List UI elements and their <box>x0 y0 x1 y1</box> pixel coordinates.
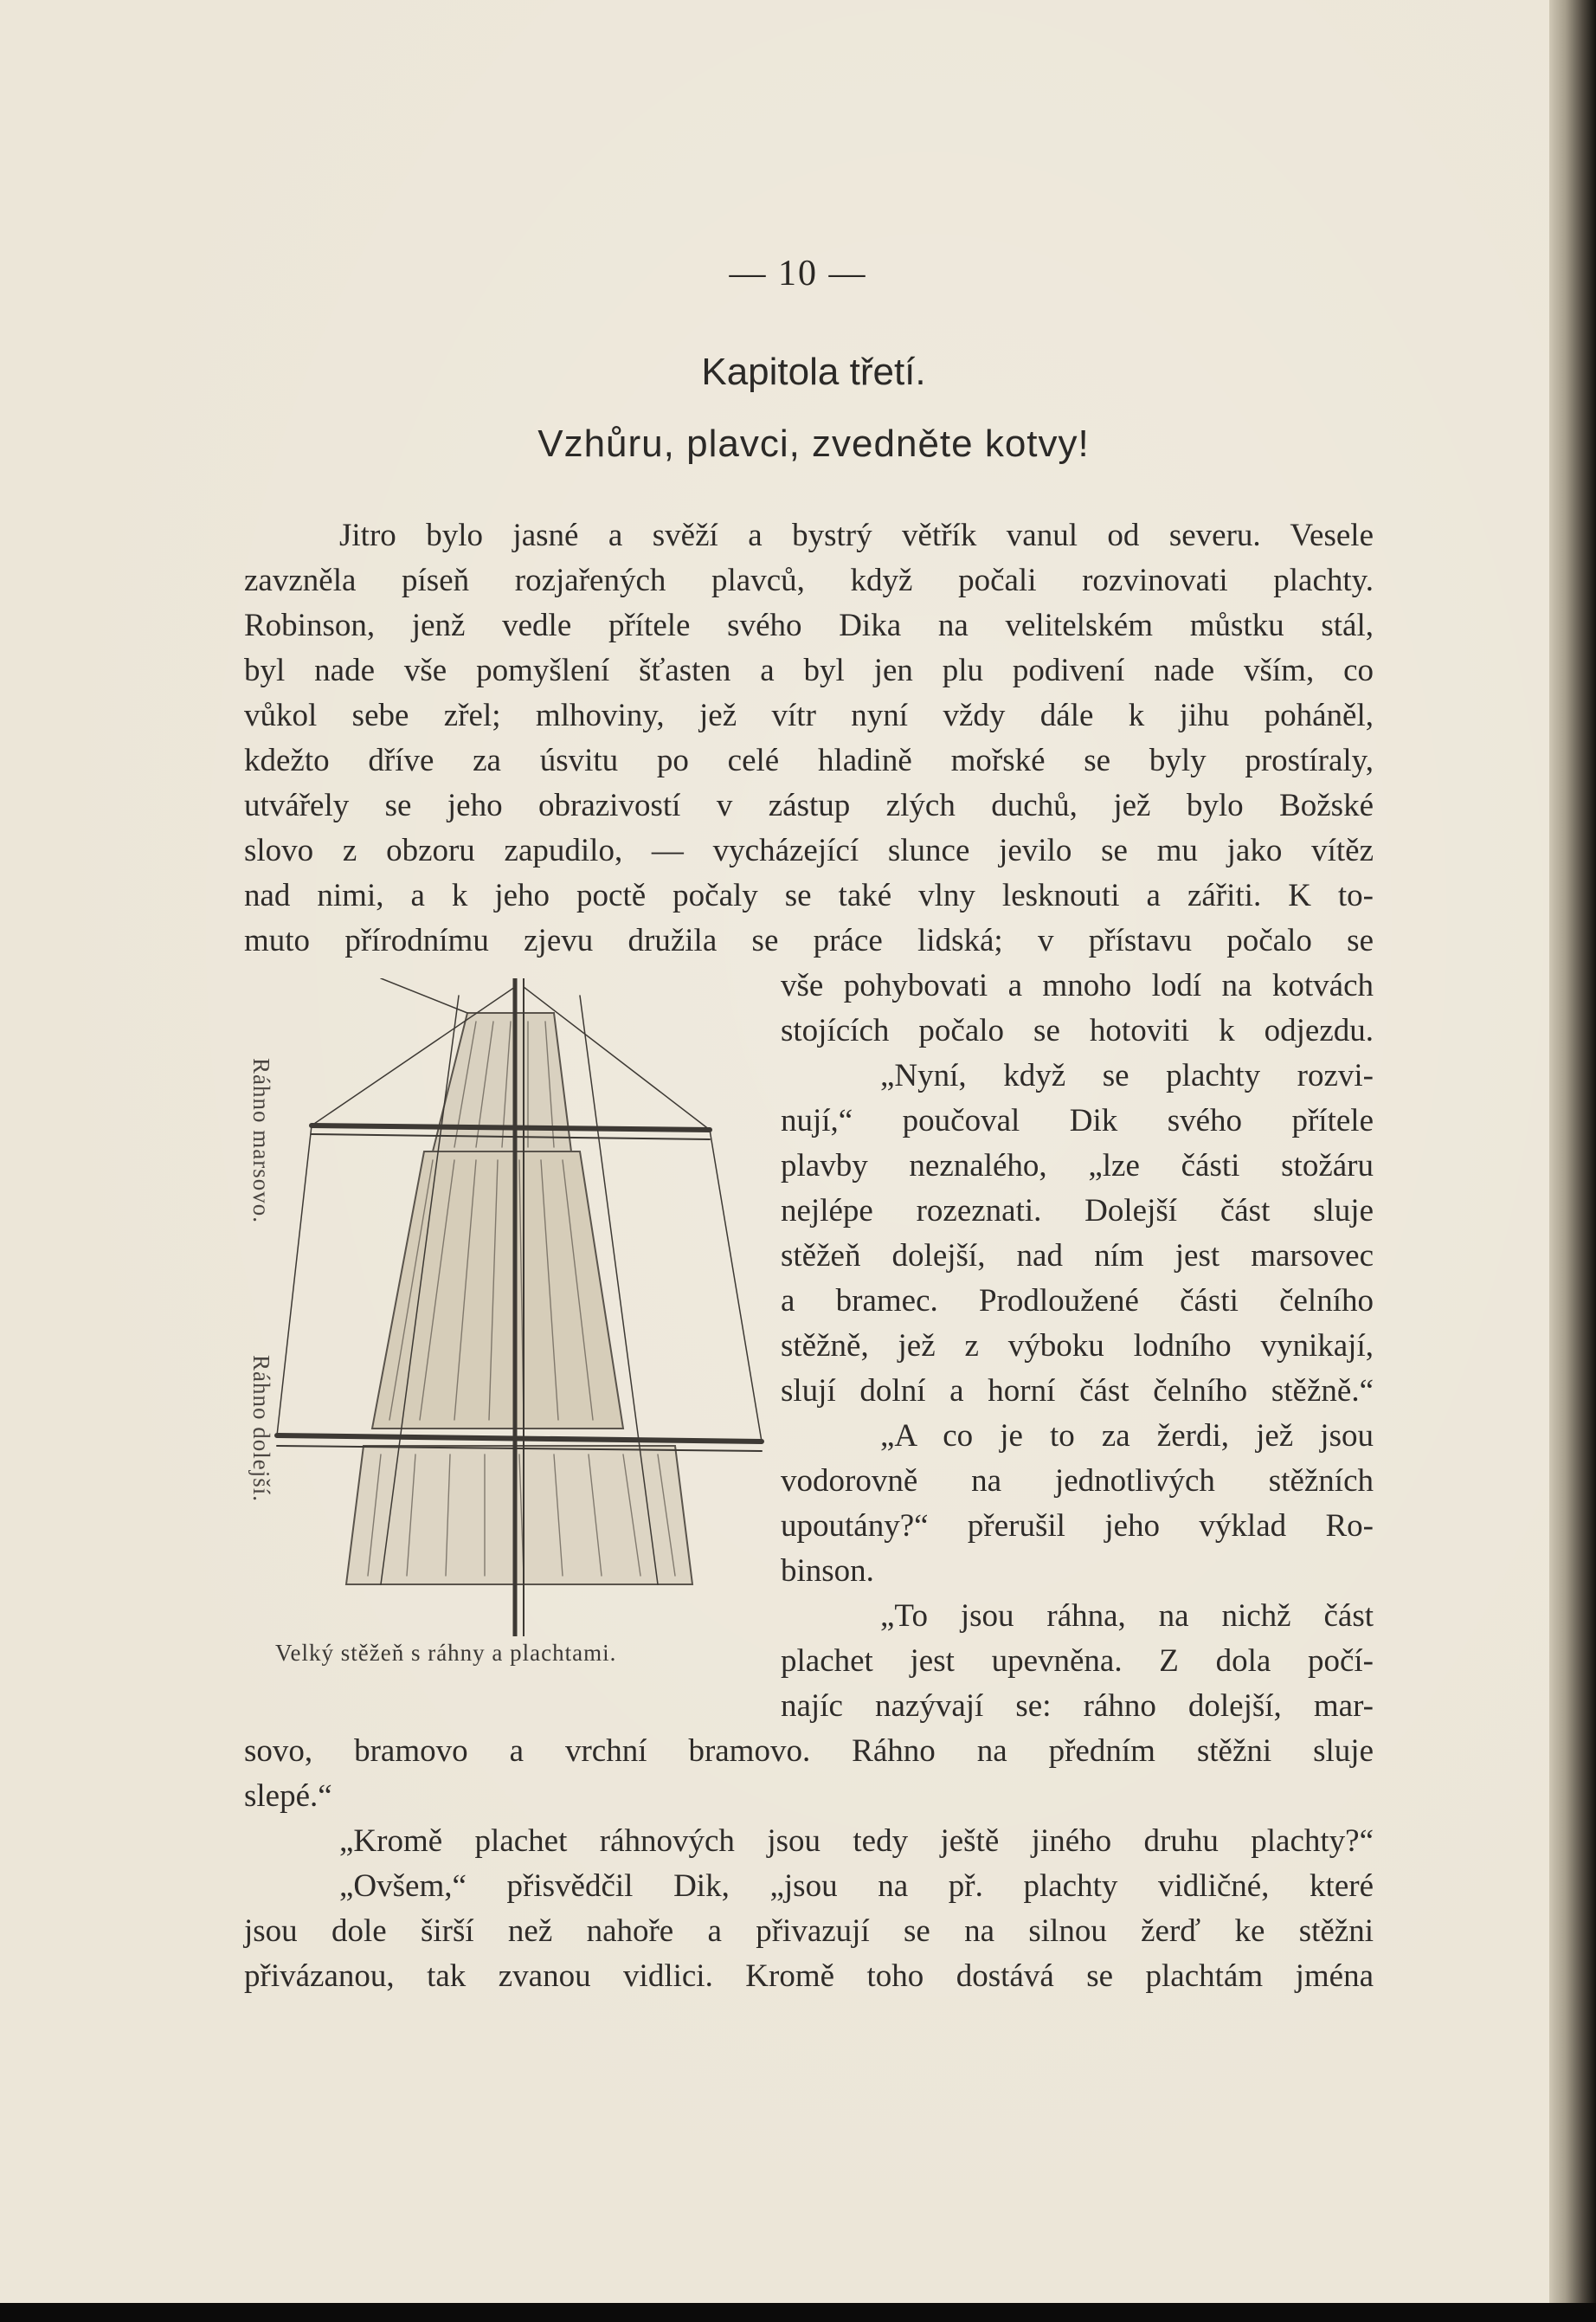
text-line: kdežto dříve za úsvitu po celé hladině mořské se byly prostíraly, <box>244 743 1374 778</box>
text-line: stěžeň dolejší, nad ním jest marsovec <box>781 1238 1374 1274</box>
text-line: sovo, bramovo a vrchní bramovo. Ráhno na předním stěžni sluje <box>244 1733 1374 1769</box>
text-line: přivázanou, tak zvanou vidlici. Kromě toho dostává se plachtám jména <box>244 1958 1374 1994</box>
text-line: „A co je to za žerdi, jež jsou <box>880 1418 1374 1454</box>
text-line: nad nimi, a k jeho poctě počaly se také vlny lesknouti a zářiti. K to- <box>244 878 1374 913</box>
text-line: nují,“ poučoval Dik svého přítele <box>781 1103 1374 1138</box>
label-lower-yard: Ráhno dolejší. <box>248 1355 274 1502</box>
text-line: byl nade vše pomyšlení šťasten a byl jen plu podivení nade vším, co <box>244 653 1374 688</box>
figure-caption: Velký stěžeň s ráhny a plachtami. <box>275 1640 617 1666</box>
text-line: stěžně, jež z výboku lodního vynikají, <box>781 1328 1374 1364</box>
text-line: „Kromě plachet ráhnových jsou tedy ještě jiného druhu plachty?“ <box>339 1823 1374 1859</box>
mast-illustration <box>260 978 779 1636</box>
text-line: „Ovšem,“ přisvědčil Dik, „jsou na př. plachty vidličné, které <box>339 1868 1374 1904</box>
text-line: plavby neznalého, „lze části stožáru <box>781 1148 1374 1184</box>
text-line: Jitro bylo jasné a svěží a bystrý větřík vanul od severu. Vesele <box>339 518 1374 553</box>
text-line: vše pohybovati a mnoho lodí na kotvách <box>781 968 1374 1003</box>
label-upper-yard: Ráhno marsovo. <box>248 1058 274 1223</box>
text-line: upoutány?“ přerušil jeho výklad Ro- <box>781 1508 1374 1544</box>
text-line: binson. <box>781 1553 874 1589</box>
text-line: stojících počalo se hotoviti k odjezdu. <box>781 1013 1374 1048</box>
text-line: slovo z obzoru zapudilo, — vycházející slunce jevilo se mu jako vítěz <box>244 833 1374 868</box>
text-line: nejlépe rozeznati. Dolejší část sluje <box>781 1193 1374 1229</box>
text-line: vůkol sebe zřel; mlhoviny, jež vítr nyní vždy dále k jihu poháněl, <box>244 698 1374 733</box>
page-number: — 10 — <box>729 254 867 293</box>
chapter-title: Vzhůru, plavci, zvedněte kotvy! <box>537 422 1090 465</box>
text-line: utvářely se jeho obrazivostí v zástup zlých duchů, jež bylo Božské <box>244 788 1374 823</box>
text-line: „To jsou ráhna, na nichž část <box>880 1598 1374 1634</box>
text-line: vodorovně na jednotlivých stěžních <box>781 1463 1374 1499</box>
text-line: „Nyní, když se plachty rozvi- <box>880 1058 1374 1093</box>
text-line: muto přírodnímu zjevu družila se práce lidská; v přístavu počalo se <box>244 923 1374 958</box>
text-line: plachet jest upevněna. Z dola počí- <box>781 1643 1374 1679</box>
text-line: slují dolní a horní část čelního stěžně.“ <box>781 1373 1374 1409</box>
chapter-heading: Kapitola třetí. <box>701 351 926 393</box>
text-line: a bramec. Prodloužené části čelního <box>781 1283 1374 1319</box>
text-line: slepé.“ <box>244 1778 332 1814</box>
text-line: Robinson, jenž vedle přítele svého Dika na velitelském můstku stál, <box>244 608 1374 643</box>
scan-bottom-edge <box>0 2303 1596 2322</box>
text-line: jsou dole širší než nahoře a přivazují se na silnou žerď ke stěžni <box>244 1913 1374 1949</box>
book-spine-shadow <box>1549 0 1596 2322</box>
text-line: zavzněla píseň rozjařených plavců, když počali rozvinovati plachty. <box>244 563 1374 598</box>
text-line: najíc nazývají se: ráhno dolejší, mar- <box>781 1688 1374 1724</box>
